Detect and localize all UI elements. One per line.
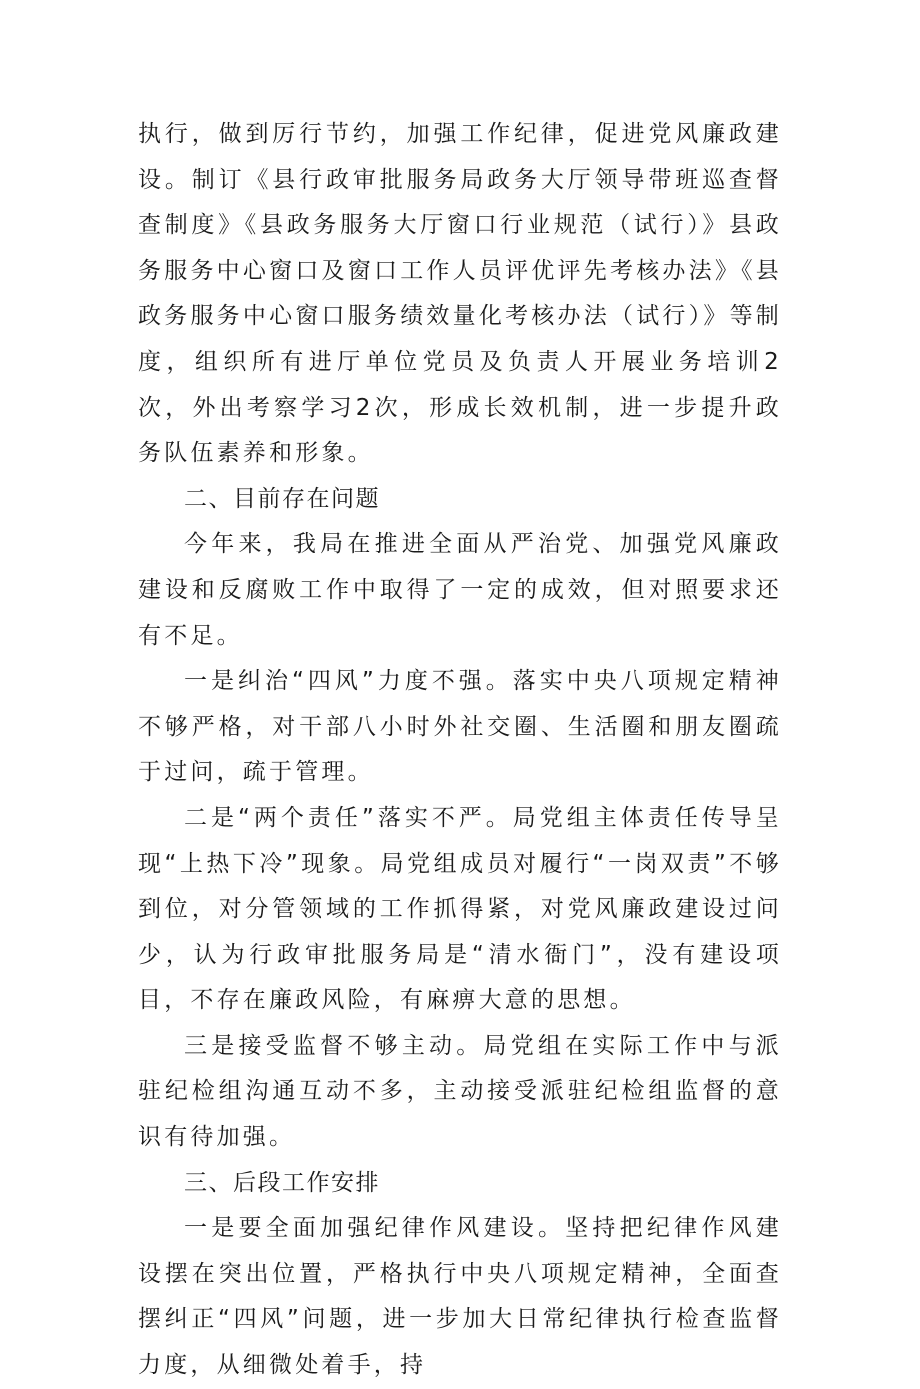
document-body	[138, 112, 782, 1389]
paragraph-problem-two: 二是“两个责任”落实不严。局党组主体责任传导呈现“上热下冷”现象。局党组成员对履行“一岗双责”不够到位，对分管领域的工作抓得紧，对党风廉政建设过问少，认为行政审批服务局是“清水衙门”，没有建设项目，不存在廉政风险，有麻痹大意的思想。	[138, 804, 782, 1014]
paragraph-problem-three: 三是接受监督不够主动。局党组在实际工作中与派驻纪检组沟通互动不多，主动接受派驻纪检组监督的意识有待加强。	[138, 1032, 782, 1151]
section-heading-current-problems: 二、目前存在问题	[184, 485, 380, 512]
section-heading-next-steps: 三、后段工作安排	[184, 1169, 380, 1196]
paragraph-continuation: 执行，做到厉行节约，加强工作纪律，促进党风廉政建设。制订《县行政审批服务局政务大厅领导带班巡查督查制度》《县政务服务大厅窗口行业规范（试行）》县政务服务中心窗口及窗口工作人员评优评先考核办法》《县政务服务中心窗口服务绩效量化考核办法（试行）》等制度，组织所有进厅单位党员及负责人开展业务培训2次，外出考察学习2次，形成长效机制，进一步提升政务队伍素养和形象。	[138, 121, 782, 467]
paragraph-intro: 今年来，我局在推进全面从严治党、加强党风廉政建设和反腐败工作中取得了一定的成效，但对照要求还有不足。	[138, 531, 782, 649]
paragraph-problem-one: 一是纠治“四风”力度不强。落实中央八项规定精神不够严格，对干部八小时外社交圈、生活圈和朋友圈疏于过问，疏于管理。	[138, 668, 782, 786]
paragraph-plan-one: 一是要全面加强纪律作风建设。坚持把纪律作风建设摆在突出位置，严格执行中央八项规定精神，全面查摆纠正“四风”问题，进一步加大日常纪律执行检查监督力度，从细微处着手，持	[138, 1215, 782, 1379]
